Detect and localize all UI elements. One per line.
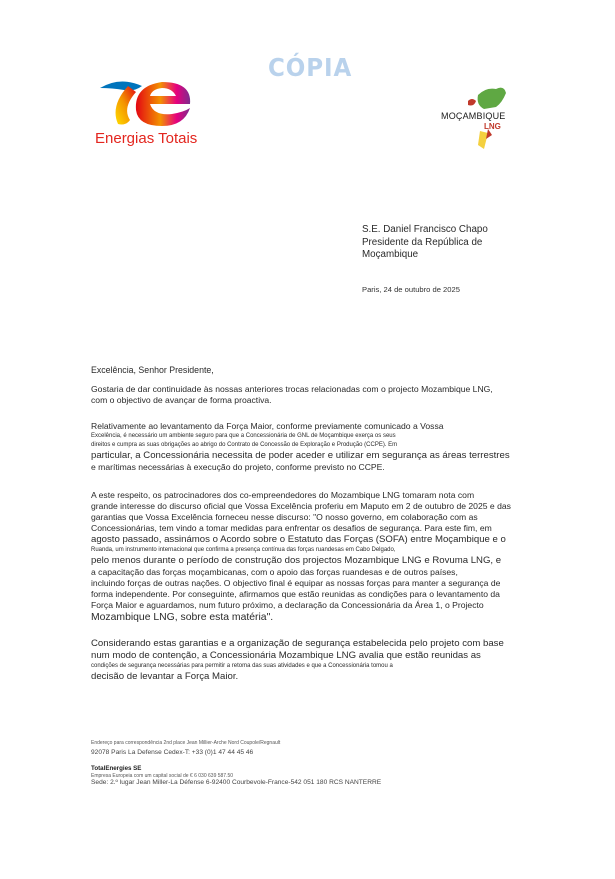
copy-stamp: CÓPIA — [268, 53, 353, 82]
brand-logo — [90, 70, 200, 130]
footer-address: Endereço para correspondência 2nd place Jean Millier-Arche Nord Coupole/Regnault — [91, 740, 281, 746]
recipient-block — [362, 224, 488, 262]
text-line: incluindo forças de outras nações. O objectivo final é equipar as nossas forças para manter a segurança de — [91, 578, 501, 588]
footer-capital: Empresa Europeia com um capital social de € 6 030 639 587.50 — [91, 773, 234, 779]
text-line: agosto passado, assinámos o Acordo sobre o Estatuto das Forças (SOFA) entre Moçambique e o — [91, 534, 506, 545]
text-line: Excelência, é necessário um ambiente seguro para que a Concessionária de GNL de Moçambique exerça os seus — [91, 433, 396, 439]
text-line: Gostaria de dar continuidade às nossas anteriores trocas relacionadas com o projecto Mozambique LNG, — [91, 384, 493, 394]
text-line: e marítimas necessárias à execução do projeto, conforme previsto no CCPE. — [91, 462, 385, 472]
text-line: num modo de contenção, a Concessionária Mozambique LNG avalia que estão reunidas as — [91, 650, 481, 661]
text-line: com o objectivo de avançar de forma proactiva. — [91, 395, 272, 405]
text-line: A este respeito, os patrocinadores dos co-empreendedores do Mozambique LNG tomaram nota com — [91, 490, 475, 500]
footer-phone: 92078 Paris La Defense Cedex-T: +33 (0)1 47 44 45 46 — [91, 749, 254, 756]
text-line: Ruanda, um instrumento internacional que confirma a presença contínua das forças ruandesas em Cabo Delgado, — [91, 547, 396, 553]
paragraph-1 — [91, 384, 521, 406]
text-line: Mozambique LNG, sobre esta matéria". — [91, 612, 274, 623]
text-line: garantias que Vossa Excelência forneceu nesse discurso: "O nosso governo, em colaboração com as — [91, 512, 478, 522]
paragraph-4 — [91, 638, 521, 683]
text-line: grande interesse do discurso oficial que Vossa Excelência proferiu em Maputo em 2 de outubro de 2025 e das — [91, 501, 511, 511]
text-line: particular, a Concessionária necessita de poder aceder e utilizar em segurança as áreas terrestres — [91, 450, 510, 461]
text-line: direitos e cumpra as suas obrigações ao abrigo do Contrato de Concessão de Exploração e Produção (CCPE). Em — [91, 442, 398, 448]
letter-date: Paris, 24 de outubro de 2025 — [362, 285, 460, 294]
brand-name: Energias Totais — [95, 130, 198, 147]
paragraph-2 — [91, 421, 521, 473]
footer-company: TotalEnergies SE — [91, 765, 142, 772]
text-line: Força Maior e aguardamos, num futuro próximo, a declaração da Concessionária da Área 1, o Projecto — [91, 600, 484, 610]
recipient-line: Presidente da República de — [362, 236, 483, 248]
text-line: pelo menos durante o período de construção dos projectos Mozambique LNG e Rovuma LNG, e — [91, 555, 502, 566]
salutation: Excelência, Senhor Presidente, — [91, 365, 214, 375]
partner-name: MOÇAMBIQUE — [441, 111, 506, 121]
text-line: Concessionárias, tem vindo a tomar medidas para enfrentar os desafios de segurança. Para este fim, em — [91, 523, 492, 533]
text-line: Considerando estas garantias e a organização de segurança estabelecida pelo projeto com base — [91, 638, 504, 649]
text-line: condições de segurança necessárias para permitir a retoma das suas atividades e que a Concessionária tomou a — [91, 663, 393, 669]
recipient-line: Moçambique — [362, 249, 419, 260]
partner-sub: LNG — [484, 122, 501, 131]
recipient-line: S.E. Daniel Francisco Chapo — [362, 224, 488, 235]
text-line: a capacitação das forças moçambicanas, com o apoio das forças ruandesas e de outros países, — [91, 567, 458, 577]
text-line: decisão de levantar a Força Maior. — [91, 671, 239, 682]
footer-seat: Sede: 2.º lugar Jean Miller-La Défense 6-92400 Courbevole-France-542 051 180 RCS NANTERRE — [91, 779, 382, 786]
paragraph-3 — [91, 490, 521, 624]
text-line: forma independente. Por conseguinte, afirmamos que estão reunidas as condições para o levantamento da — [91, 589, 500, 599]
text-line: Relativamente ao levantamento da Força Maior, conforme previamente comunicado a Vossa — [91, 421, 444, 431]
